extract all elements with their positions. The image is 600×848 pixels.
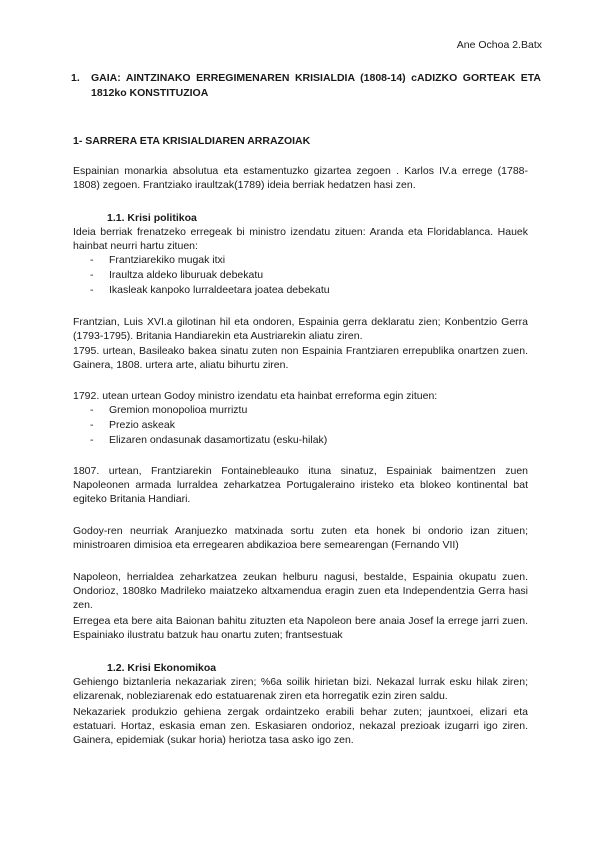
paragraph-convention-war: Frantzian, Luis XVI.a gilotinan hil eta ondoren, Espainia gerra deklaratu zien; Konbentzio Gerra (1793-1795). Britania Handiarekin eta Austriarekin aliatu ziren. [73,316,528,342]
title-number: 1. [71,72,80,84]
list-item: - Frantziarekiko mugak itxi [90,253,330,268]
page-header-author: Ane Ochoa 2.Batx [456,39,542,51]
paragraph-napoleon-occupation: Napoleon, herrialdea zeharkatzea zeukan helburu nagusi, bestalde, Espainia okupatu zuen. Ondorioz, 1808ko Madrileko maiatzeko altxamendua eragin zuen eta Independentzia Gerra hasi zen. [73,571,528,611]
list-item: - Elizaren ondasunak dasamortizatu (esku-hilak) [90,433,327,448]
list-item: - Iraultza aldeko liburuak debekatu [90,268,330,283]
paragraph-aranjuez: Godoy-ren neurriak Aranjuezko matxinada sortu zuten eta honek bi ondorio izan zituen; ministroaren dimisioa eta erregearen abdikazioa bere semearengan (Fernando VII) [73,525,528,551]
paragraph-godoy-reforms: 1792. utean urtean Godoy ministro izendatu eta hainbat erreforma egin zituen: [73,390,438,402]
paragraph-bayonne: Erregea eta bere aita Baionan bahitu zituzten eta Napoleon bere anaia Josef la errege jarri zuen. Espainiako ilustratu batzuk hau onartu zuten; frantsestuak [73,615,528,641]
measures-list [90,253,330,298]
section-intro-paragraph: Espainian monarkia absolutua eta estamentuzko gizartea zegoen . Karlos IV.a errege (1788-1808) zegoen. Frantziako iraultzak(1789) ideia berriak hedatzen hasi zen. [73,165,528,191]
paragraph-basel-peace: 1795. urtean, Basileako bakea sinatu zuten non Espainia Frantziaren errepublika onartzen zuen. Gainera, 1808. urtera arte, aliatu bihurtu ziren. [73,345,528,371]
reforms-list [90,403,327,448]
list-item: - Ikasleak kanpoko lurraldeetara joatea debekatu [90,283,330,298]
paragraph-peasantry: Gehiengo biztanleria nekazariak ziren; %6a soilik hirietan bizi. Nekazal lurrak esku hilak ziren; elizarenak, nobleziarenak edo estatuarenak ziren eta horregatik ezin ziren saldu. [73,676,528,702]
political-intro-paragraph: Ideia berriak frenatzeko erregeak bi ministro izendatu zituen: Aranda eta Floridablanca. Hauek hainbat neurri hartu zituen: [73,226,528,252]
paragraph-taxes-scarcity: Nekazariek produkzio gehiena zergak ordaintzeko erabili behar zuten; jauntxoei, elizari eta estatuari. Hortaz, eskasia eman zen. Eskasiaren ondorioz, nekazal prezioak izugarri igo ziren. Gainera, epidemiak (sukar horia) heriotza tasa asko igo zen. [73,706,528,746]
paragraph-fontainebleau: 1807. urtean, Frantziarekin Fontainebleauko ituna sinatuz, Espainiak baimentzen zuen Napoleonen armada lurraldea zeharkatzea Portugaleraino iristeko eta blokeo kontinental bat egiteko Britania Handiari. [73,465,528,505]
list-item: - Gremion monopolioa murriztu [90,403,327,418]
subsection-heading-political: 1.1. Krisi politikoa [107,212,197,224]
list-item: - Prezio askeak [90,418,327,433]
subsection-heading-economic: 1.2. Krisi Ekonomikoa [107,662,217,674]
title-text: GAIA: AINTZINAKO ERREGIMENAREN KRISIALDIA (1808-14) cADIZKO GORTEAK ETA 1812ko KONSTITUZIOA [91,72,541,99]
section-heading: 1- SARRERA ETA KRISIALDIAREN ARRAZOIAK [73,135,311,147]
document-title [71,71,541,101]
